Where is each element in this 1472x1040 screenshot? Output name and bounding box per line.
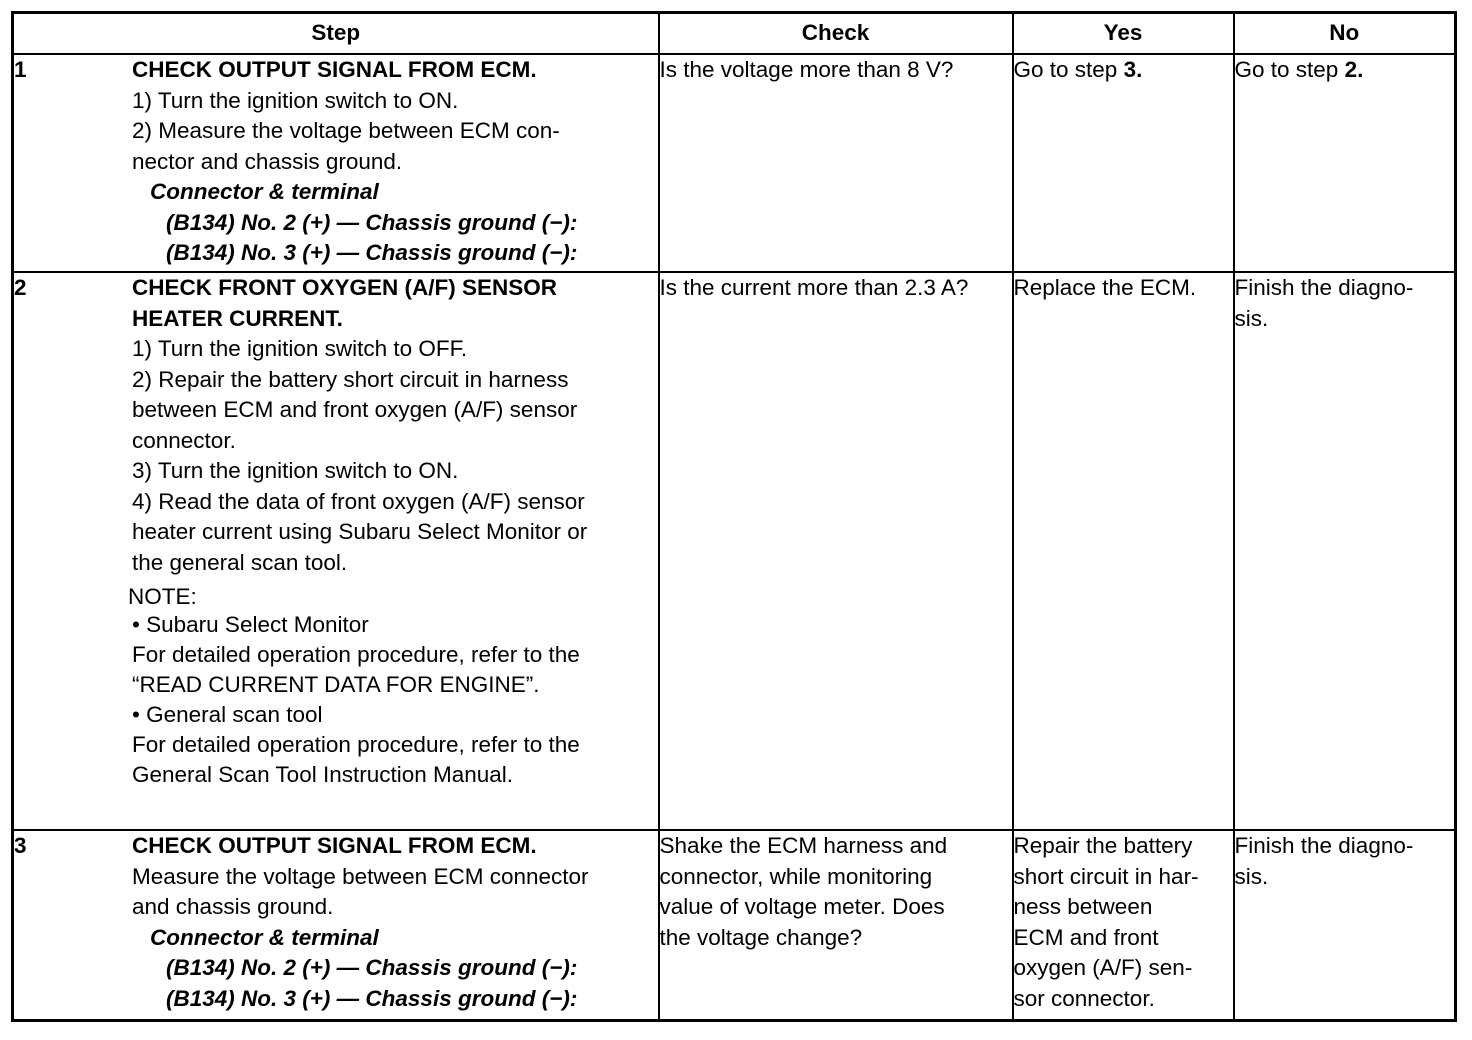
- connector-label: Connector & terminal: [150, 179, 379, 204]
- note-text: For detailed operation procedure, refer to the: [132, 732, 580, 757]
- table-row-step-1: [13, 54, 1456, 272]
- note-bullet: • General scan tool: [132, 702, 323, 727]
- step-item: 4) Read the data of front oxygen (A/F) sensor: [132, 488, 585, 514]
- table-row-step-3: [13, 830, 1456, 1021]
- note-bullet: • Subaru Select Monitor: [132, 612, 369, 637]
- step-title: HEATER CURRENT.: [132, 305, 343, 331]
- yes-text: Replace the ECM.: [1013, 275, 1197, 300]
- yes-step-ref: 3.: [1123, 57, 1143, 82]
- no-cell-3: [1234, 830, 1456, 1021]
- connector-label: Connector & terminal: [150, 924, 379, 950]
- no-text: Finish the diagno-: [1234, 833, 1414, 858]
- step-number: 2: [14, 275, 27, 300]
- no-cell-1: [1234, 54, 1456, 272]
- no-step-ref: 2.: [1344, 57, 1364, 82]
- step-item: the general scan tool.: [132, 549, 348, 575]
- yes-cell-2: [1013, 272, 1234, 830]
- connector-line: (B134) No. 2 (+) — Chassis ground (−):: [166, 955, 578, 980]
- step-title: CHECK OUTPUT SIGNAL FROM ECM.: [132, 57, 537, 82]
- diagnostic-table: [11, 11, 1457, 1022]
- connector-line: (B134) No. 2 (+) — Chassis ground (−):: [166, 209, 578, 235]
- step-cell-2: [13, 272, 659, 830]
- check-text: the voltage change?: [659, 924, 863, 950]
- connector-line: (B134) No. 3 (+) — Chassis ground (−):: [166, 240, 578, 265]
- step-number: 3: [14, 833, 27, 858]
- yes-text: [1014, 55, 1233, 86]
- no-prefix: Go to step: [1234, 57, 1345, 82]
- step-item: 2) Repair the battery short circuit in harness: [132, 366, 569, 392]
- header-step: Step: [13, 13, 659, 55]
- check-text: Shake the ECM harness and: [659, 833, 948, 858]
- check-text: value of voltage meter. Does: [659, 894, 945, 919]
- step-number: 1: [14, 57, 27, 82]
- no-text: Finish the diagno-: [1234, 275, 1414, 300]
- connector-line: (B134) No. 3 (+) — Chassis ground (−):: [166, 985, 578, 1011]
- header-no: No: [1234, 13, 1456, 55]
- step-item: heater current using Subaru Select Monitor or: [132, 519, 588, 544]
- yes-prefix: Go to step: [1013, 57, 1124, 82]
- yes-text: sor connector.: [1013, 985, 1155, 1011]
- yes-text: short circuit in har-: [1013, 863, 1199, 889]
- no-cell-2: [1234, 272, 1456, 830]
- step-cell-3: [13, 830, 659, 1021]
- step-item: and chassis ground.: [132, 894, 334, 919]
- step-item: 1) Turn the ignition switch to OFF.: [132, 336, 468, 361]
- note-text: General Scan Tool Instruction Manual.: [132, 762, 514, 787]
- check-cell-3: [659, 830, 1013, 1021]
- yes-text: oxygen (A/F) sen-: [1013, 955, 1193, 980]
- yes-text: Repair the battery: [1013, 833, 1193, 858]
- note-label: NOTE:: [128, 584, 197, 609]
- yes-cell-1: [1013, 54, 1234, 272]
- check-text: Is the current more than 2.3 A?: [659, 275, 969, 300]
- step-item: Measure the voltage between ECM connector: [132, 863, 589, 889]
- check-cell-2: [659, 272, 1013, 830]
- table-row-step-2: [13, 272, 1456, 830]
- note-text: “READ CURRENT DATA FOR ENGINE”.: [132, 672, 540, 697]
- yes-cell-3: [1013, 830, 1234, 1021]
- no-text: sis.: [1234, 305, 1269, 331]
- header-check: Check: [659, 13, 1013, 55]
- yes-text: ECM and front: [1013, 924, 1159, 950]
- step-item: 3) Turn the ignition switch to ON.: [132, 458, 459, 483]
- step-item: 2) Measure the voltage between ECM con-: [132, 118, 560, 143]
- header-yes: Yes: [1013, 13, 1234, 55]
- no-text: sis.: [1234, 863, 1269, 889]
- yes-text: ness between: [1013, 894, 1153, 919]
- note-text: For detailed operation procedure, refer to the: [132, 642, 580, 667]
- header-row: [13, 13, 1456, 55]
- check-text: Is the voltage more than 8 V?: [659, 57, 954, 82]
- step-title: CHECK OUTPUT SIGNAL FROM ECM.: [132, 833, 537, 858]
- step-item: between ECM and front oxygen (A/F) sensor: [132, 397, 578, 422]
- check-cell-1: [659, 54, 1013, 272]
- step-item: connector.: [132, 427, 236, 453]
- step-item: nector and chassis ground.: [132, 148, 403, 174]
- no-text: [1235, 55, 1455, 86]
- step-title: CHECK FRONT OXYGEN (A/F) SENSOR: [132, 275, 558, 300]
- check-text: connector, while monitoring: [659, 863, 933, 889]
- step-cell-1: [13, 54, 659, 272]
- step-item: 1) Turn the ignition switch to ON.: [132, 87, 459, 113]
